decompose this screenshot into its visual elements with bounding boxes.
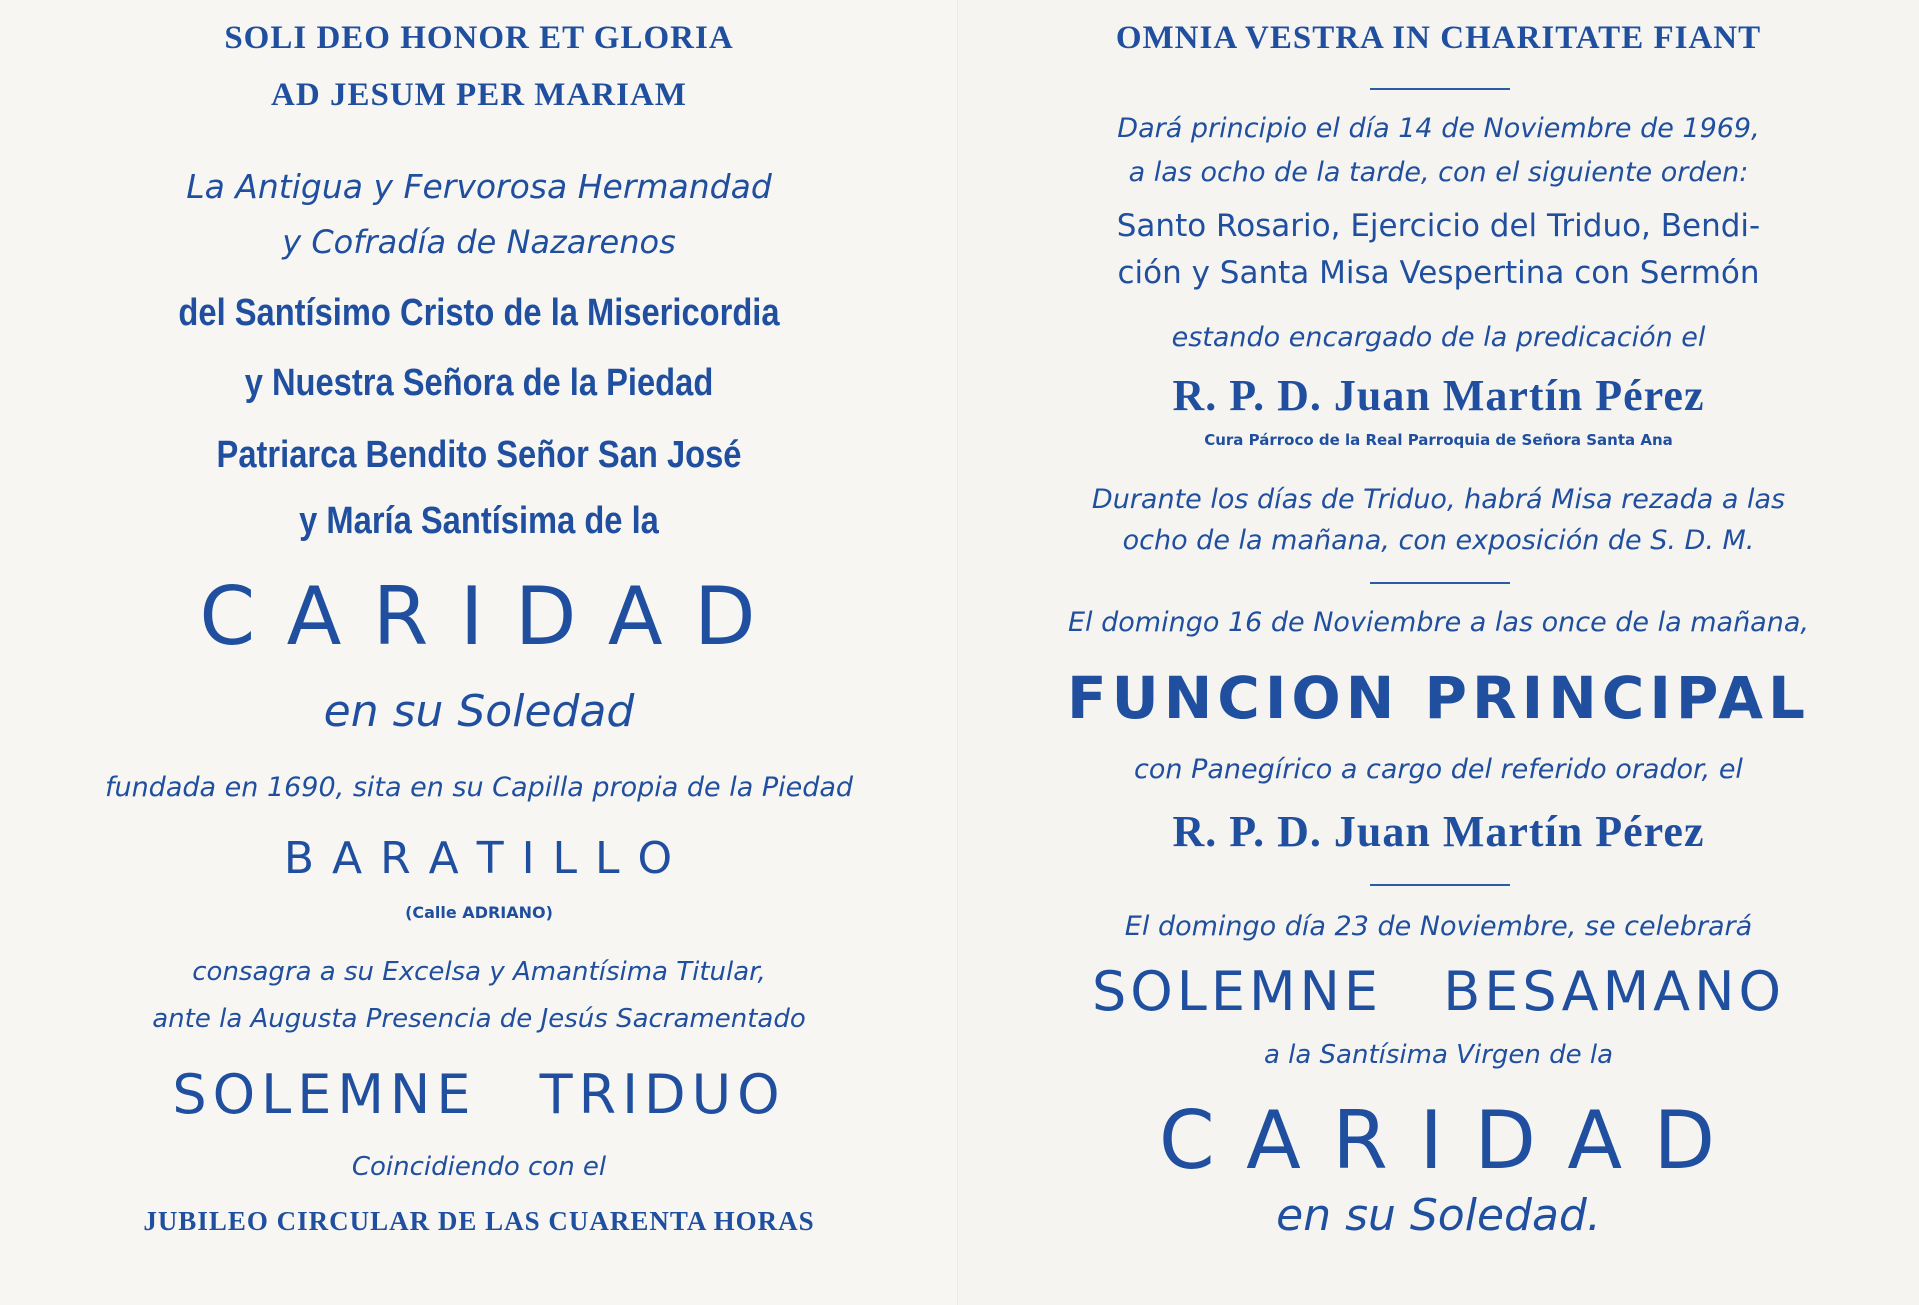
baratillo: B A R A T I L L O: [283, 833, 675, 884]
title-maria: y María Santísima de la: [299, 500, 659, 542]
motto-soli-deo: SOLI DEO HONOR ET GLORIA: [224, 20, 734, 56]
divider-lower: [1370, 884, 1510, 886]
preacher-name-2: R. P. D. Juan Martín Pérez: [1172, 807, 1705, 856]
principio-line-2: a las ocho de la tarde, con el siguiente orden:: [1128, 157, 1749, 188]
fundada-line: fundada en 1690, sita en su Capilla propia de la Piedad: [104, 772, 854, 803]
santisima-line: a la Santísima Virgen de la: [1263, 1040, 1614, 1070]
orden-line-2: ción y Santa Misa Vespertina con Sermón: [1117, 255, 1760, 291]
domingo-23-line: El domingo día 23 de Noviembre, se celebrará: [1124, 911, 1753, 942]
jubileo-line: JUBILEO CIRCULAR DE LAS CUARENTA HORAS: [143, 1206, 815, 1236]
caridad-heading-left: C A R I D A D: [199, 570, 759, 663]
durante-line-2: ocho de la mañana, con exposición de S. D. M.: [1122, 525, 1755, 556]
divider-top: [1370, 88, 1510, 90]
motto-ad-jesum: AD JESUM PER MARIAM: [271, 77, 687, 113]
consagra-line-1: consagra a su Excelsa y Amantísima Titular,: [192, 957, 766, 987]
title-piedad: y Nuestra Señora de la Piedad: [244, 362, 714, 404]
right-page: [958, 0, 1919, 1305]
left-page: [0, 0, 958, 1305]
divider-middle: [1370, 582, 1510, 584]
caridad-heading-right: C A R I D A D: [1158, 1094, 1719, 1187]
solemne-besamano: SOLEMNE BESAMANO: [1091, 960, 1786, 1023]
funcion-principal: FUNCION PRINCIPAL: [1067, 664, 1810, 732]
soledad-right: en su Soledad.: [1276, 1190, 1601, 1241]
intro-cofradia: y Cofradía de Nazarenos: [282, 223, 676, 261]
soledad-left: en su Soledad: [323, 686, 635, 737]
durante-line-1: Durante los días de Triduo, habrá Misa rezada a las: [1091, 484, 1786, 515]
preacher-name-1: R. P. D. Juan Martín Pérez: [1172, 371, 1705, 420]
principio-line-1: Dará principio el día 14 de Noviembre de 1969,: [1117, 113, 1760, 144]
panegirico-line: con Panegírico a cargo del referido orador, el: [1134, 754, 1743, 785]
solemne-triduo: SOLEMNE TRIDUO: [172, 1063, 786, 1126]
title-cristo: del Santísimo Cristo de la Misericordia: [178, 292, 780, 334]
coincidiendo-line: Coincidiendo con el: [351, 1152, 607, 1182]
domingo-16-line: El domingo 16 de Noviembre a las once de la mañana,: [1068, 607, 1809, 638]
encargado-line: estando encargado de la predicación el: [1171, 322, 1706, 353]
orden-line-1: Santo Rosario, Ejercicio del Triduo, Bendi-: [1116, 208, 1761, 244]
intro-hermandad: La Antigua y Fervorosa Hermandad: [186, 167, 772, 206]
cura-line: Cura Párroco de la Real Parroquia de Señora Santa Ana: [1204, 431, 1673, 449]
consagra-line-2: ante la Augusta Presencia de Jesús Sacramentado: [152, 1004, 806, 1034]
calle-adriano: (Calle ADRIANO): [405, 903, 553, 922]
title-san-jose: Patriarca Bendito Señor San José: [216, 434, 742, 476]
motto-omnia: OMNIA VESTRA IN CHARITATE FIANT: [1115, 20, 1762, 56]
